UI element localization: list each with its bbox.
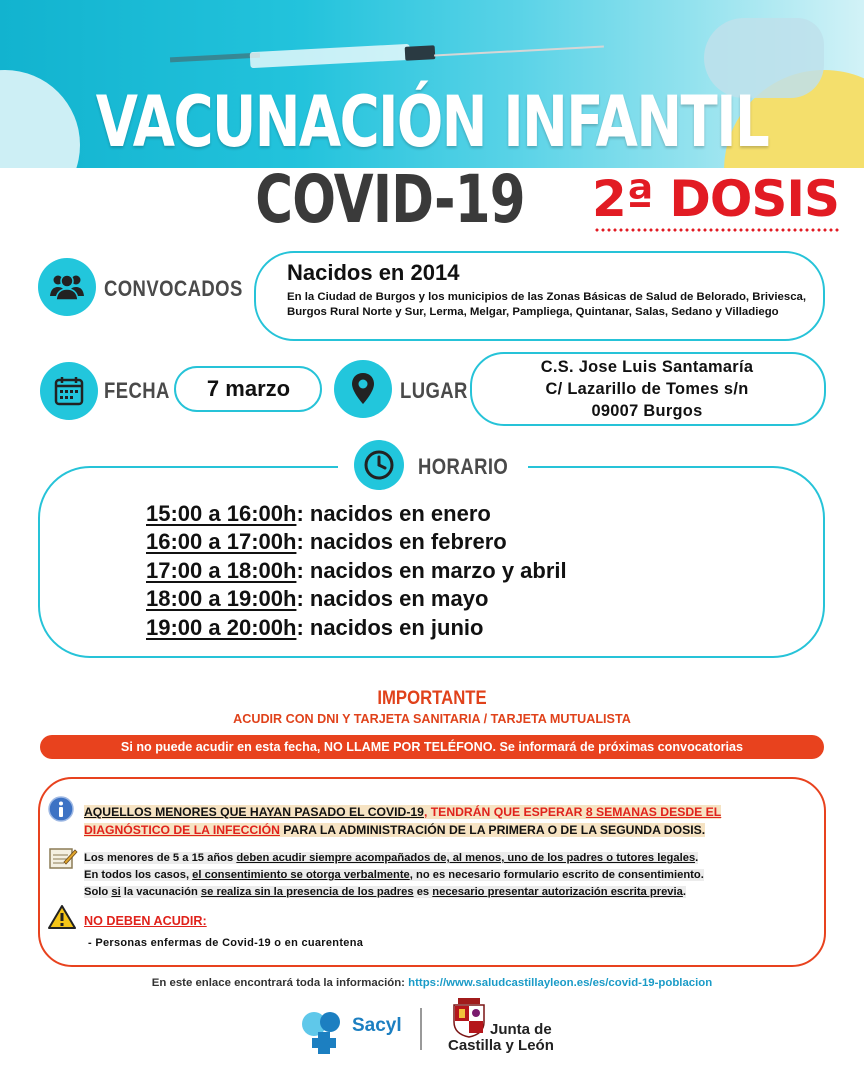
consent-line3-c: la vacunación xyxy=(120,886,201,898)
consent-line3-f: necesario presentar autorización escrita previa xyxy=(432,886,683,898)
decor-circle-left xyxy=(0,70,80,168)
consent-line3 xyxy=(84,884,814,901)
convocados-heading: Nacidos en 2014 xyxy=(287,260,460,285)
calendar-icon xyxy=(40,362,98,420)
importante-subtitle: ACUDIR CON DNI Y TARJETA SANITARIA / TARJETA MUTUALISTA xyxy=(233,712,631,726)
lugar-line1: C.S. Jose Luis Santamaría xyxy=(540,358,754,376)
consent-line2-c: , no es necesario formulario escrito de consentimiento. xyxy=(409,869,704,881)
syringe-barrel xyxy=(250,44,411,68)
page-title: VACUNACIÓN INFANTIL xyxy=(95,81,769,163)
consent-line3-g: . xyxy=(682,886,686,898)
horario-row xyxy=(146,528,806,556)
info-link[interactable]: https://www.saludcastillayleon.es/es/covid-19-poblacion xyxy=(408,977,713,989)
covid-notice-part2: , TENDRÁN QUE ESPERAR xyxy=(423,805,586,819)
lugar-line2: C/ Lazarillo de Tomes s/n xyxy=(545,380,749,398)
footer-info xyxy=(0,976,864,990)
horario-group: : nacidos en marzo y abril xyxy=(296,557,567,583)
horario-group: : nacidos en mayo xyxy=(296,586,489,612)
footer-info-text: En este enlace encontrará toda la información: xyxy=(151,977,409,989)
no-deben-title: NO DEBEN ACUDIR: xyxy=(84,914,207,928)
syringe-hub xyxy=(405,45,436,61)
horario-group: : nacidos en enero xyxy=(296,501,491,526)
no-deben-item: - Personas enfermas de Covid-19 o en cuarentena xyxy=(88,937,364,949)
horario-time: 15:00 a 16:00h xyxy=(146,501,297,526)
consent-line1 xyxy=(84,850,814,867)
horario-row xyxy=(146,614,806,642)
dose-dotted-underline xyxy=(594,228,840,232)
fecha-label: FECHA xyxy=(104,378,170,403)
syringe-needle xyxy=(434,46,604,57)
location-pin-icon xyxy=(334,360,392,418)
horario-group: : nacidos en junio xyxy=(296,614,484,640)
consent-line3-b: si xyxy=(111,886,121,898)
dose-label: 2ª DOSIS xyxy=(592,170,840,228)
convocados-detail: En la Ciudad de Burgos y los municipios de las Zonas Básicas de Salud de Belorado, Briviesca, Burgos Rural Norte y Sur, Lerma, Melgar, Pampliega, Quintanar, Salas, Sedano y Villadiego xyxy=(287,291,807,319)
consent-notice xyxy=(84,850,814,901)
consent-line2 xyxy=(84,867,814,884)
junta-logo-text xyxy=(448,1022,568,1054)
importante-title: IMPORTANTE xyxy=(377,688,487,709)
warning-icon xyxy=(48,904,76,930)
horario-row xyxy=(146,500,806,528)
horario-row xyxy=(146,585,806,613)
covid-notice-part1: AQUELLOS MENORES QUE HAYAN PASADO EL COVID-19 xyxy=(84,805,424,819)
fecha-value: 7 marzo xyxy=(206,376,291,401)
page-subtitle: COVID-19 xyxy=(255,161,525,238)
convocados-label: CONVOCADOS xyxy=(104,276,243,301)
horario-row xyxy=(146,557,806,585)
covid-notice-part3: 8 SEMANAS DESDE EL DIAGNÓSTICO DE LA INFECCIÓN xyxy=(84,805,722,837)
phone-warning-banner: Si no puede acudir en esta fecha, NO LLAME POR TELÉFONO. Se informará de próximas convocatorias xyxy=(40,735,824,759)
notepad-icon xyxy=(48,846,78,870)
consent-line1-b: deben acudir siempre acompañados de, al menos, uno de los padres o tutores legales xyxy=(236,852,696,864)
horario-group: : nacidos en febrero xyxy=(296,529,507,555)
horario-time: 18:00 a 19:00h xyxy=(146,586,297,612)
sacyl-logo-icon xyxy=(300,1008,346,1056)
covid-notice xyxy=(84,803,804,839)
consent-line3-d: se realiza sin la presencia de los padres xyxy=(200,886,414,898)
consent-line1-a: Los menores de 5 a 15 años xyxy=(84,852,237,864)
junta-line2: Castilla y León xyxy=(448,1037,554,1054)
consent-line1-c: . xyxy=(695,852,699,864)
consent-line2-a: En todos los casos, xyxy=(84,869,193,881)
consent-line3-e: es xyxy=(413,886,433,898)
lugar-address xyxy=(472,356,822,422)
clock-icon xyxy=(354,440,404,490)
lugar-label: LUGAR xyxy=(400,378,468,403)
consent-line3-a: Solo xyxy=(84,886,112,898)
horario-time: 19:00 a 20:00h xyxy=(146,614,297,640)
horario-list xyxy=(146,500,806,642)
sacyl-logo-text: Sacyl xyxy=(352,1015,402,1036)
syringe-plunger xyxy=(170,53,260,63)
junta-line1: Junta de xyxy=(490,1021,552,1038)
lugar-line3: 09007 Burgos xyxy=(591,402,703,420)
horario-time: 17:00 a 18:00h xyxy=(146,557,297,583)
horario-time: 16:00 a 17:00h xyxy=(146,529,297,555)
people-icon xyxy=(38,258,96,316)
horario-header xyxy=(338,440,528,490)
horario-label: HORARIO xyxy=(418,454,509,479)
info-icon xyxy=(48,796,74,822)
consent-line2-b: el consentimiento se otorga verbalmente xyxy=(192,869,410,881)
logo-divider xyxy=(420,1008,422,1050)
covid-notice-part4: PARA LA ADMINISTRACIÓN DE LA PRIMERA O DE LA SEGUNDA DOSIS. xyxy=(279,823,706,837)
